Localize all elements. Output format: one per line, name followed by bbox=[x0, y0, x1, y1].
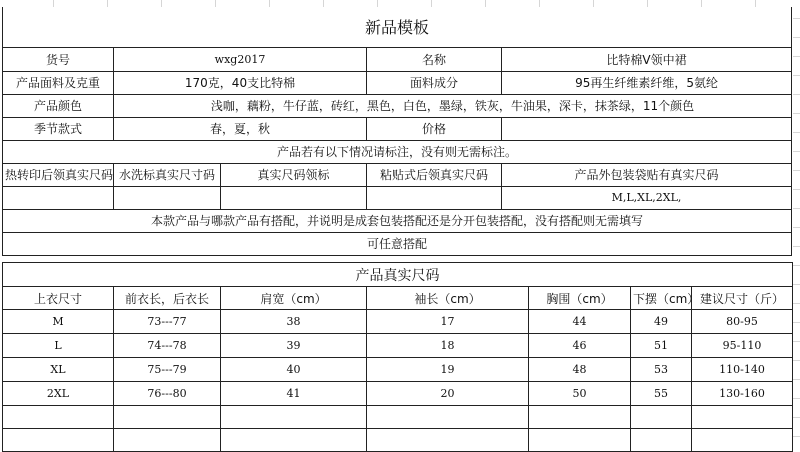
label-value-row bbox=[3, 186, 792, 209]
size-cell[interactable]: 53 bbox=[631, 358, 692, 382]
label-value-wash-label[interactable] bbox=[114, 186, 221, 209]
name-value[interactable]: 比特棉V领中裙 bbox=[502, 47, 792, 71]
size-cell[interactable]: 46 bbox=[529, 334, 631, 358]
label-header-package[interactable]: 产品外包装袋贴有真实尺码 bbox=[502, 163, 792, 186]
size-cell[interactable] bbox=[367, 406, 529, 429]
size-table-title[interactable]: 产品真实尺码 bbox=[3, 263, 793, 287]
product-info-table bbox=[2, 7, 792, 256]
size-row-2xl bbox=[3, 382, 793, 406]
size-cell[interactable]: 38 bbox=[221, 310, 367, 334]
size-cell[interactable]: 40 bbox=[221, 358, 367, 382]
size-cell[interactable] bbox=[631, 406, 692, 429]
size-cell[interactable] bbox=[114, 429, 221, 452]
label-value-package[interactable]: M,L,XL,2XL, bbox=[502, 186, 792, 209]
mark-notice[interactable]: 产品若有以下情况请标注，没有则无需标注。 bbox=[3, 140, 792, 163]
label-value-size-tag[interactable] bbox=[221, 186, 367, 209]
size-cell[interactable]: 130-160 bbox=[692, 382, 793, 406]
label-header-heat-transfer[interactable]: 热转印后领真实尺码 bbox=[3, 163, 114, 186]
size-cell[interactable] bbox=[529, 406, 631, 429]
info-row-color bbox=[3, 94, 792, 117]
size-cell[interactable]: L bbox=[3, 334, 114, 358]
size-header-length[interactable]: 前衣长，后衣长 bbox=[114, 287, 221, 310]
composition-value[interactable]: 95再生纤维素纤维，5氨纶 bbox=[502, 71, 792, 94]
size-header-chest[interactable]: 胸围（cm） bbox=[529, 287, 631, 310]
size-title-row bbox=[3, 263, 793, 287]
label-header-row bbox=[3, 163, 792, 186]
size-header-size[interactable]: 上衣尺寸 bbox=[3, 287, 114, 310]
color-value[interactable]: 浅咖，藕粉，牛仔蓝，砖红，黑色，白色，墨绿，铁灰，牛油果，深卡，抹茶绿，11个颜色 bbox=[114, 94, 792, 117]
composition-label[interactable]: 面料成分 bbox=[367, 71, 502, 94]
size-cell[interactable]: 20 bbox=[367, 382, 529, 406]
size-cell[interactable]: 73---77 bbox=[114, 310, 221, 334]
size-row-xl bbox=[3, 358, 793, 382]
size-header-shoulder[interactable]: 肩宽（cm） bbox=[221, 287, 367, 310]
size-cell[interactable] bbox=[692, 429, 793, 452]
size-cell[interactable] bbox=[3, 429, 114, 452]
size-cell[interactable] bbox=[221, 429, 367, 452]
size-cell[interactable]: 95-110 bbox=[692, 334, 793, 358]
label-value-heat-transfer[interactable] bbox=[3, 186, 114, 209]
title-row bbox=[3, 7, 792, 47]
size-cell[interactable]: XL bbox=[3, 358, 114, 382]
size-cell[interactable]: M bbox=[3, 310, 114, 334]
size-cell[interactable]: 17 bbox=[367, 310, 529, 334]
season-value[interactable]: 春，夏，秋 bbox=[114, 117, 367, 140]
spreadsheet-grid-strip bbox=[0, 0, 800, 7]
size-cell[interactable]: 110-140 bbox=[692, 358, 793, 382]
size-cell[interactable]: 76---80 bbox=[114, 382, 221, 406]
size-header-row bbox=[3, 287, 793, 310]
combo-value-row bbox=[3, 232, 792, 255]
combo-notice[interactable]: 本款产品与哪款产品有搭配，并说明是成套包装搭配还是分开包装搭配，没有搭配则无需填写 bbox=[3, 209, 792, 232]
size-cell[interactable] bbox=[529, 429, 631, 452]
size-cell[interactable]: 50 bbox=[529, 382, 631, 406]
size-cell[interactable]: 74---78 bbox=[114, 334, 221, 358]
size-header-hem[interactable]: 下摆（cm） bbox=[631, 287, 692, 310]
size-cell[interactable]: 39 bbox=[221, 334, 367, 358]
size-cell[interactable] bbox=[3, 406, 114, 429]
price-value[interactable] bbox=[502, 117, 792, 140]
size-cell[interactable]: 18 bbox=[367, 334, 529, 358]
combo-value[interactable]: 可任意搭配 bbox=[3, 232, 792, 255]
label-value-sticker[interactable] bbox=[367, 186, 502, 209]
size-cell[interactable]: 49 bbox=[631, 310, 692, 334]
size-cell[interactable] bbox=[631, 429, 692, 452]
name-label[interactable]: 名称 bbox=[367, 47, 502, 71]
size-cell[interactable]: 51 bbox=[631, 334, 692, 358]
season-label[interactable]: 季节款式 bbox=[3, 117, 114, 140]
size-header-recommended[interactable]: 建议尺寸（斤） bbox=[692, 287, 793, 310]
size-cell[interactable]: 41 bbox=[221, 382, 367, 406]
label-header-wash-label[interactable]: 水洗标真实尺寸码 bbox=[114, 163, 221, 186]
fabric-label[interactable]: 产品面料及克重 bbox=[3, 71, 114, 94]
size-row-empty bbox=[3, 429, 793, 452]
size-cell[interactable]: 2XL bbox=[3, 382, 114, 406]
size-header-sleeve[interactable]: 袖长（cm） bbox=[367, 287, 529, 310]
spreadsheet-grid-edge bbox=[793, 0, 800, 450]
price-label[interactable]: 价格 bbox=[367, 117, 502, 140]
info-row-season bbox=[3, 117, 792, 140]
size-cell[interactable] bbox=[367, 429, 529, 452]
color-label[interactable]: 产品颜色 bbox=[3, 94, 114, 117]
label-header-size-tag[interactable]: 真实尺码领标 bbox=[221, 163, 367, 186]
size-row-empty bbox=[3, 406, 793, 429]
size-cell[interactable]: 19 bbox=[367, 358, 529, 382]
sku-value[interactable]: wxg2017 bbox=[114, 47, 367, 71]
sku-label[interactable]: 货号 bbox=[3, 47, 114, 71]
fabric-value[interactable]: 170克，40支比特棉 bbox=[114, 71, 367, 94]
size-cell[interactable] bbox=[221, 406, 367, 429]
size-cell[interactable]: 44 bbox=[529, 310, 631, 334]
size-table bbox=[2, 262, 793, 452]
size-cell[interactable]: 48 bbox=[529, 358, 631, 382]
size-cell[interactable]: 55 bbox=[631, 382, 692, 406]
info-row-fabric bbox=[3, 71, 792, 94]
size-cell[interactable] bbox=[692, 406, 793, 429]
info-row-sku bbox=[3, 47, 792, 71]
size-cell[interactable] bbox=[114, 406, 221, 429]
size-row-m bbox=[3, 310, 793, 334]
size-cell[interactable]: 75---79 bbox=[114, 358, 221, 382]
size-cell[interactable]: 80-95 bbox=[692, 310, 793, 334]
label-header-sticker[interactable]: 粘贴式后领真实尺码 bbox=[367, 163, 502, 186]
size-row-l bbox=[3, 334, 793, 358]
page-title[interactable]: 新品模板 bbox=[3, 7, 792, 47]
mark-notice-row bbox=[3, 140, 792, 163]
combo-notice-row bbox=[3, 209, 792, 232]
